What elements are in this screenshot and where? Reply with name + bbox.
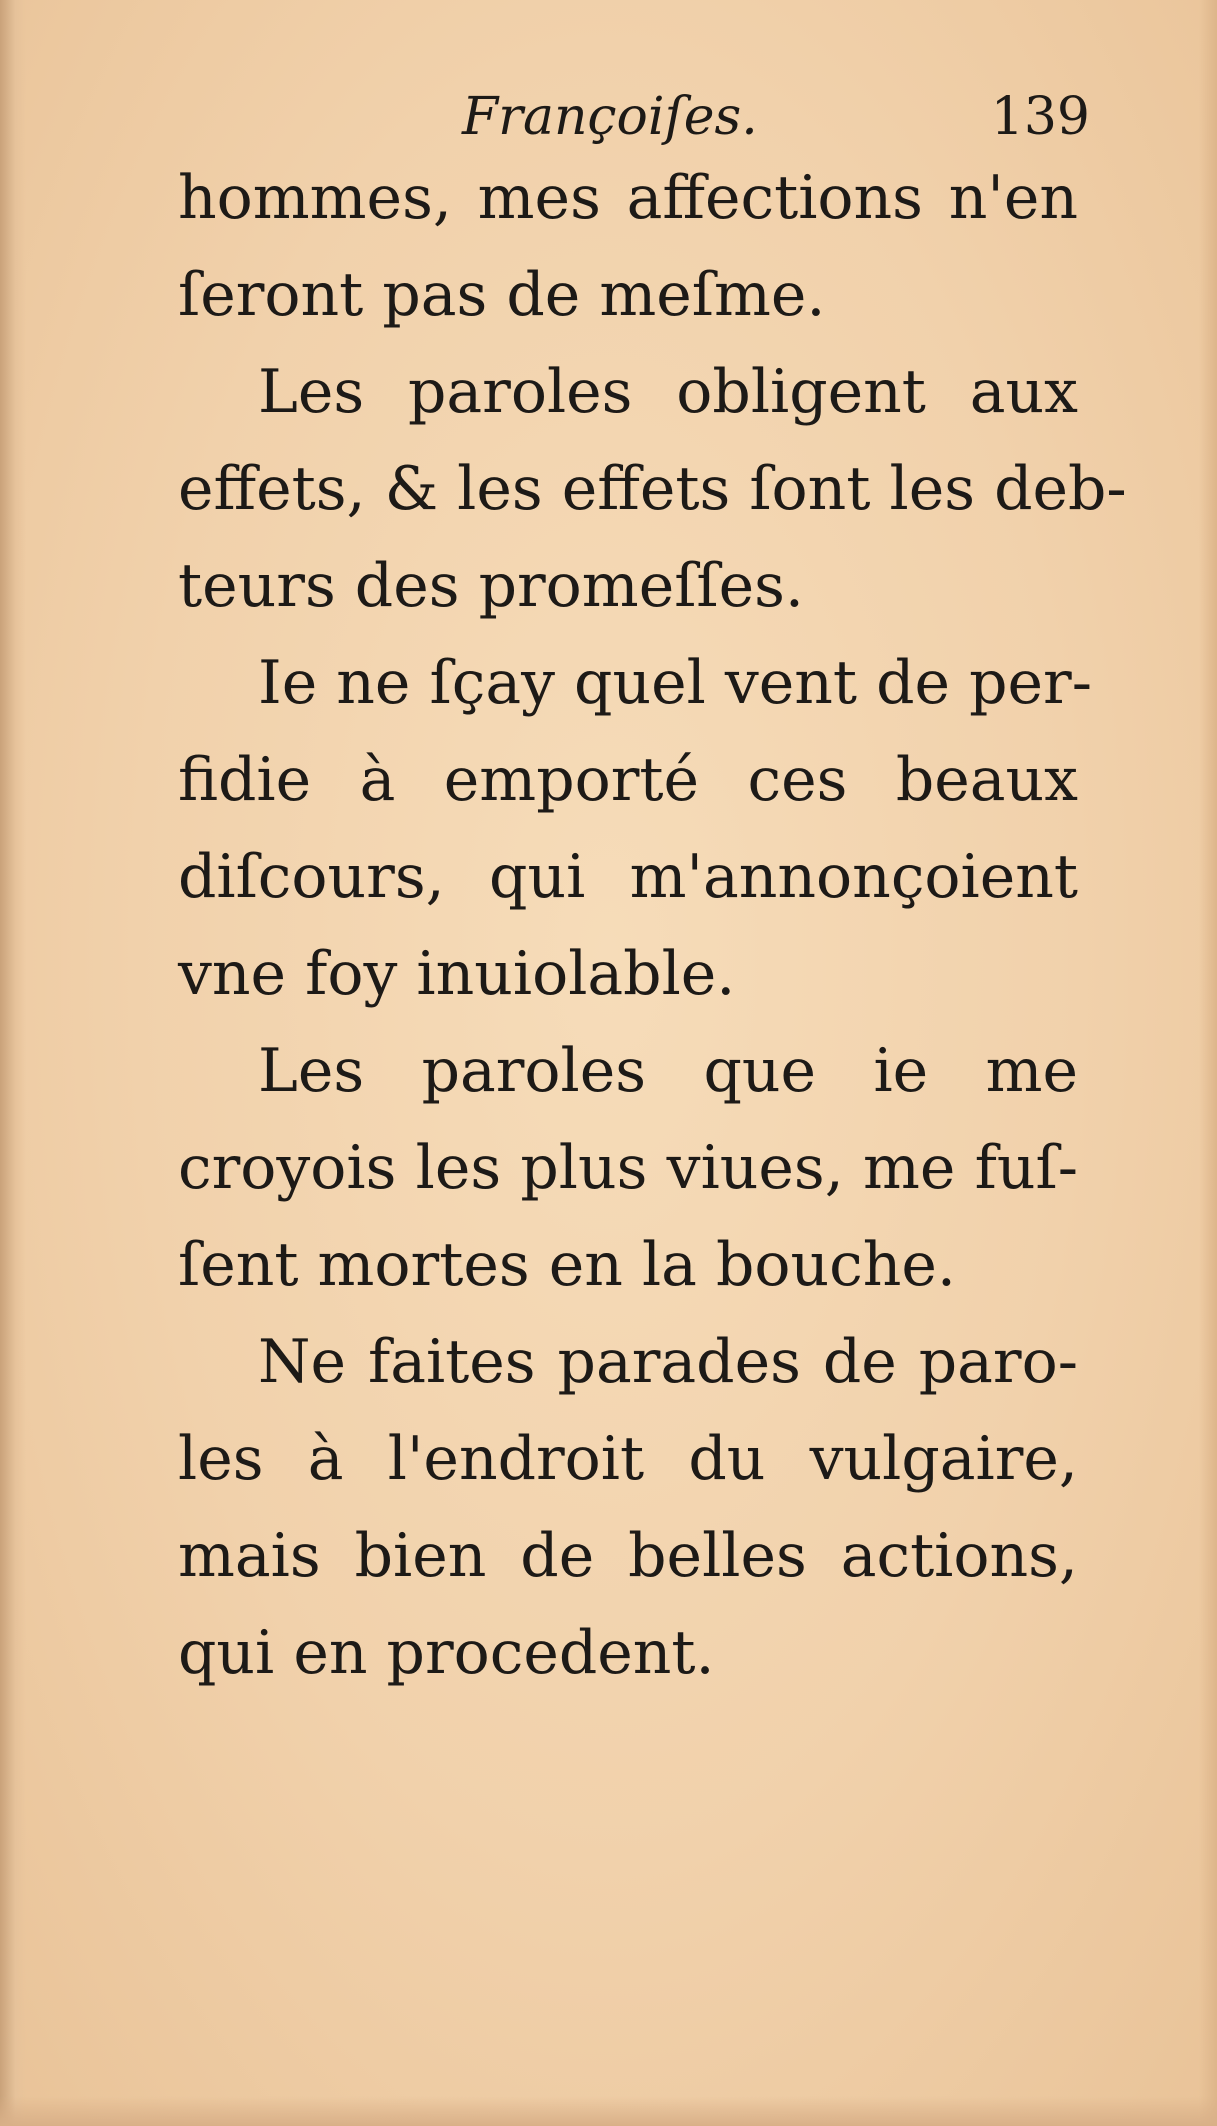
text-line: Ie ne ſçay quel vent de per- xyxy=(258,648,1092,718)
page-edge-shadow xyxy=(1199,0,1217,2126)
page-number: 139 xyxy=(990,87,1090,147)
text-line: les à l'endroit du vulgaire, xyxy=(178,1424,1078,1494)
text-line: teurs des promeſſes. xyxy=(178,551,804,621)
text-line: Les paroles obligent aux xyxy=(258,357,1078,427)
page-header xyxy=(180,82,1090,152)
page-gutter-shadow xyxy=(0,0,26,2126)
text-line: diſcours, qui m'annonçoient xyxy=(178,842,1078,912)
text-line: Ne faites parades de paro- xyxy=(258,1327,1078,1397)
page-bottom-shadow xyxy=(0,2096,1217,2126)
text-line: ſent mortes en la bouche. xyxy=(178,1230,956,1300)
text-line: croyois les plus viues, me fuſ- xyxy=(178,1133,1078,1203)
text-line: mais bien de belles actions, xyxy=(178,1521,1078,1591)
text-line: effets, & les effets ſont les deb- xyxy=(178,454,1127,524)
running-head: Françoiſes. xyxy=(462,87,758,147)
body-text xyxy=(178,150,1127,1702)
text-line: ſeront pas de meſme. xyxy=(178,260,826,330)
text-line: hommes, mes affections n'en xyxy=(178,163,1078,233)
text-line: qui en procedent. xyxy=(178,1618,715,1688)
text-line: Les paroles que ie me xyxy=(258,1036,1078,1106)
text-line: fidie à emporté ces beaux xyxy=(178,745,1078,815)
text-line: vne foy inuiolable. xyxy=(178,939,736,1009)
